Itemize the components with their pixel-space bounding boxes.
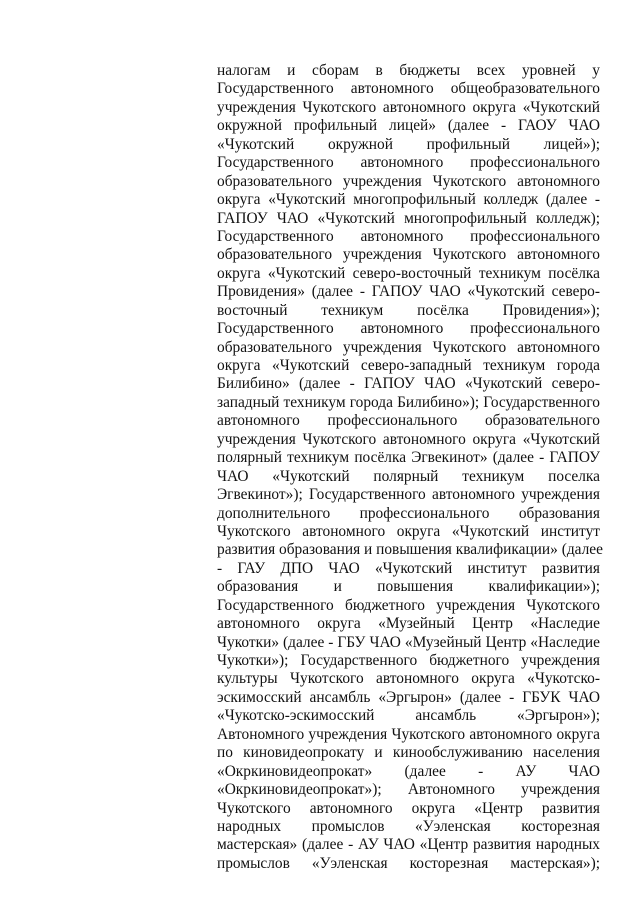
text-line: «Окркиновидеопрокат»); Автономного учреждения <box>217 781 600 799</box>
text-line: округа «Чукотский северо-восточный техникум посёлка <box>217 264 600 282</box>
text-line: окружной профильный лицей» (далее - ГАОУ ЧАО <box>217 117 600 135</box>
text-line: культуры Чукотского автономного округа «Чукотско- <box>217 670 600 688</box>
text-line: Автономного учреждения Чукотского автономного округа <box>217 725 600 743</box>
text-line: «Окркиновидеопрокат» (далее - АУ ЧАО <box>217 762 600 780</box>
text-line: «Чукотско-эскимосский ансамбль «Эргырон»); <box>217 707 600 725</box>
text-line: Чукотского автономного округа «Чукотский институт <box>217 522 600 540</box>
text-line: учреждения Чукотского автономного округа «Чукотский <box>217 430 600 448</box>
text-line: «Чукотский окружной профильный лицей»); <box>217 135 600 153</box>
text-line: Государственного автономного профессионального <box>217 320 600 338</box>
text-line: образовательного учреждения Чукотского автономного <box>217 172 600 190</box>
text-line: промыслов «Уэленская косторезная мастерская»); <box>217 854 600 872</box>
text-line: ГАПОУ ЧАО «Чукотский многопрофильный колледж); <box>217 209 600 227</box>
text-line: автономного округа «Музейный Центр «Наследие <box>217 615 600 633</box>
text-line: образовательного учреждения Чукотского автономного <box>217 338 600 356</box>
text-line: полярный техникум посёлка Эгвекинот» (далее - ГАПОУ <box>217 449 600 467</box>
text-line: эскимосский ансамбль «Эргырон» (далее - ГБУК ЧАО <box>217 688 600 706</box>
text-line: мастерская» (далее - АУ ЧАО «Центр развития народных <box>217 836 600 854</box>
text-line: западный техникум города Билибино»); Государственного <box>217 393 600 411</box>
text-line: народных промыслов «Уэленская косторезная <box>217 817 600 835</box>
text-line: учреждения Чукотского автономного округа «Чукотский <box>217 98 600 116</box>
text-line: Государственного автономного профессионального <box>217 227 600 245</box>
text-line: Государственного автономного профессионального <box>217 154 600 172</box>
document-text-block <box>217 62 603 873</box>
text-line: Чукотки»); Государственного бюджетного учреждения <box>217 652 600 669</box>
text-line: Чукотского автономного округа «Центр развития <box>217 799 600 817</box>
text-line: образовательного учреждения Чукотского автономного <box>217 246 600 264</box>
text-line: автономного профессионального образовательного <box>217 412 600 430</box>
text-line: Чукотки» (далее - ГБУ ЧАО «Музейный Центр «Наследие <box>217 633 600 651</box>
text-line: округа «Чукотский многопрофильный колледж (далее - <box>217 191 600 209</box>
text-line: образования и повышения квалификации»); <box>217 578 600 596</box>
text-line: дополнительного профессионального образования <box>217 504 600 522</box>
text-line: Государственного бюджетного учреждения Чукотского <box>217 596 600 614</box>
text-line: восточный техникум посёлка Провидения»); <box>217 301 600 319</box>
text-line: Государственного автономного общеобразовательного <box>217 80 600 98</box>
text-line: развития образования и повышения квалификации» (далее <box>217 541 603 559</box>
text-line: Провидения» (далее - ГАПОУ ЧАО «Чукотский северо- <box>217 283 600 301</box>
text-line: Билибино» (далее - ГАПОУ ЧАО «Чукотский северо- <box>217 375 600 393</box>
text-line: ЧАО «Чукотский полярный техникум поселка <box>217 467 600 485</box>
text-line: округа «Чукотский северо-западный техникум города <box>217 357 600 374</box>
text-line: налогам и сборам в бюджеты всех уровней у <box>217 62 600 79</box>
text-line: по киновидеопрокату и кинообслуживанию населения <box>217 744 600 762</box>
text-line: Эгвекинот»); Государственного автономного учреждения <box>217 486 600 504</box>
text-line: - ГАУ ДПО ЧАО «Чукотский институт развития <box>217 559 600 577</box>
